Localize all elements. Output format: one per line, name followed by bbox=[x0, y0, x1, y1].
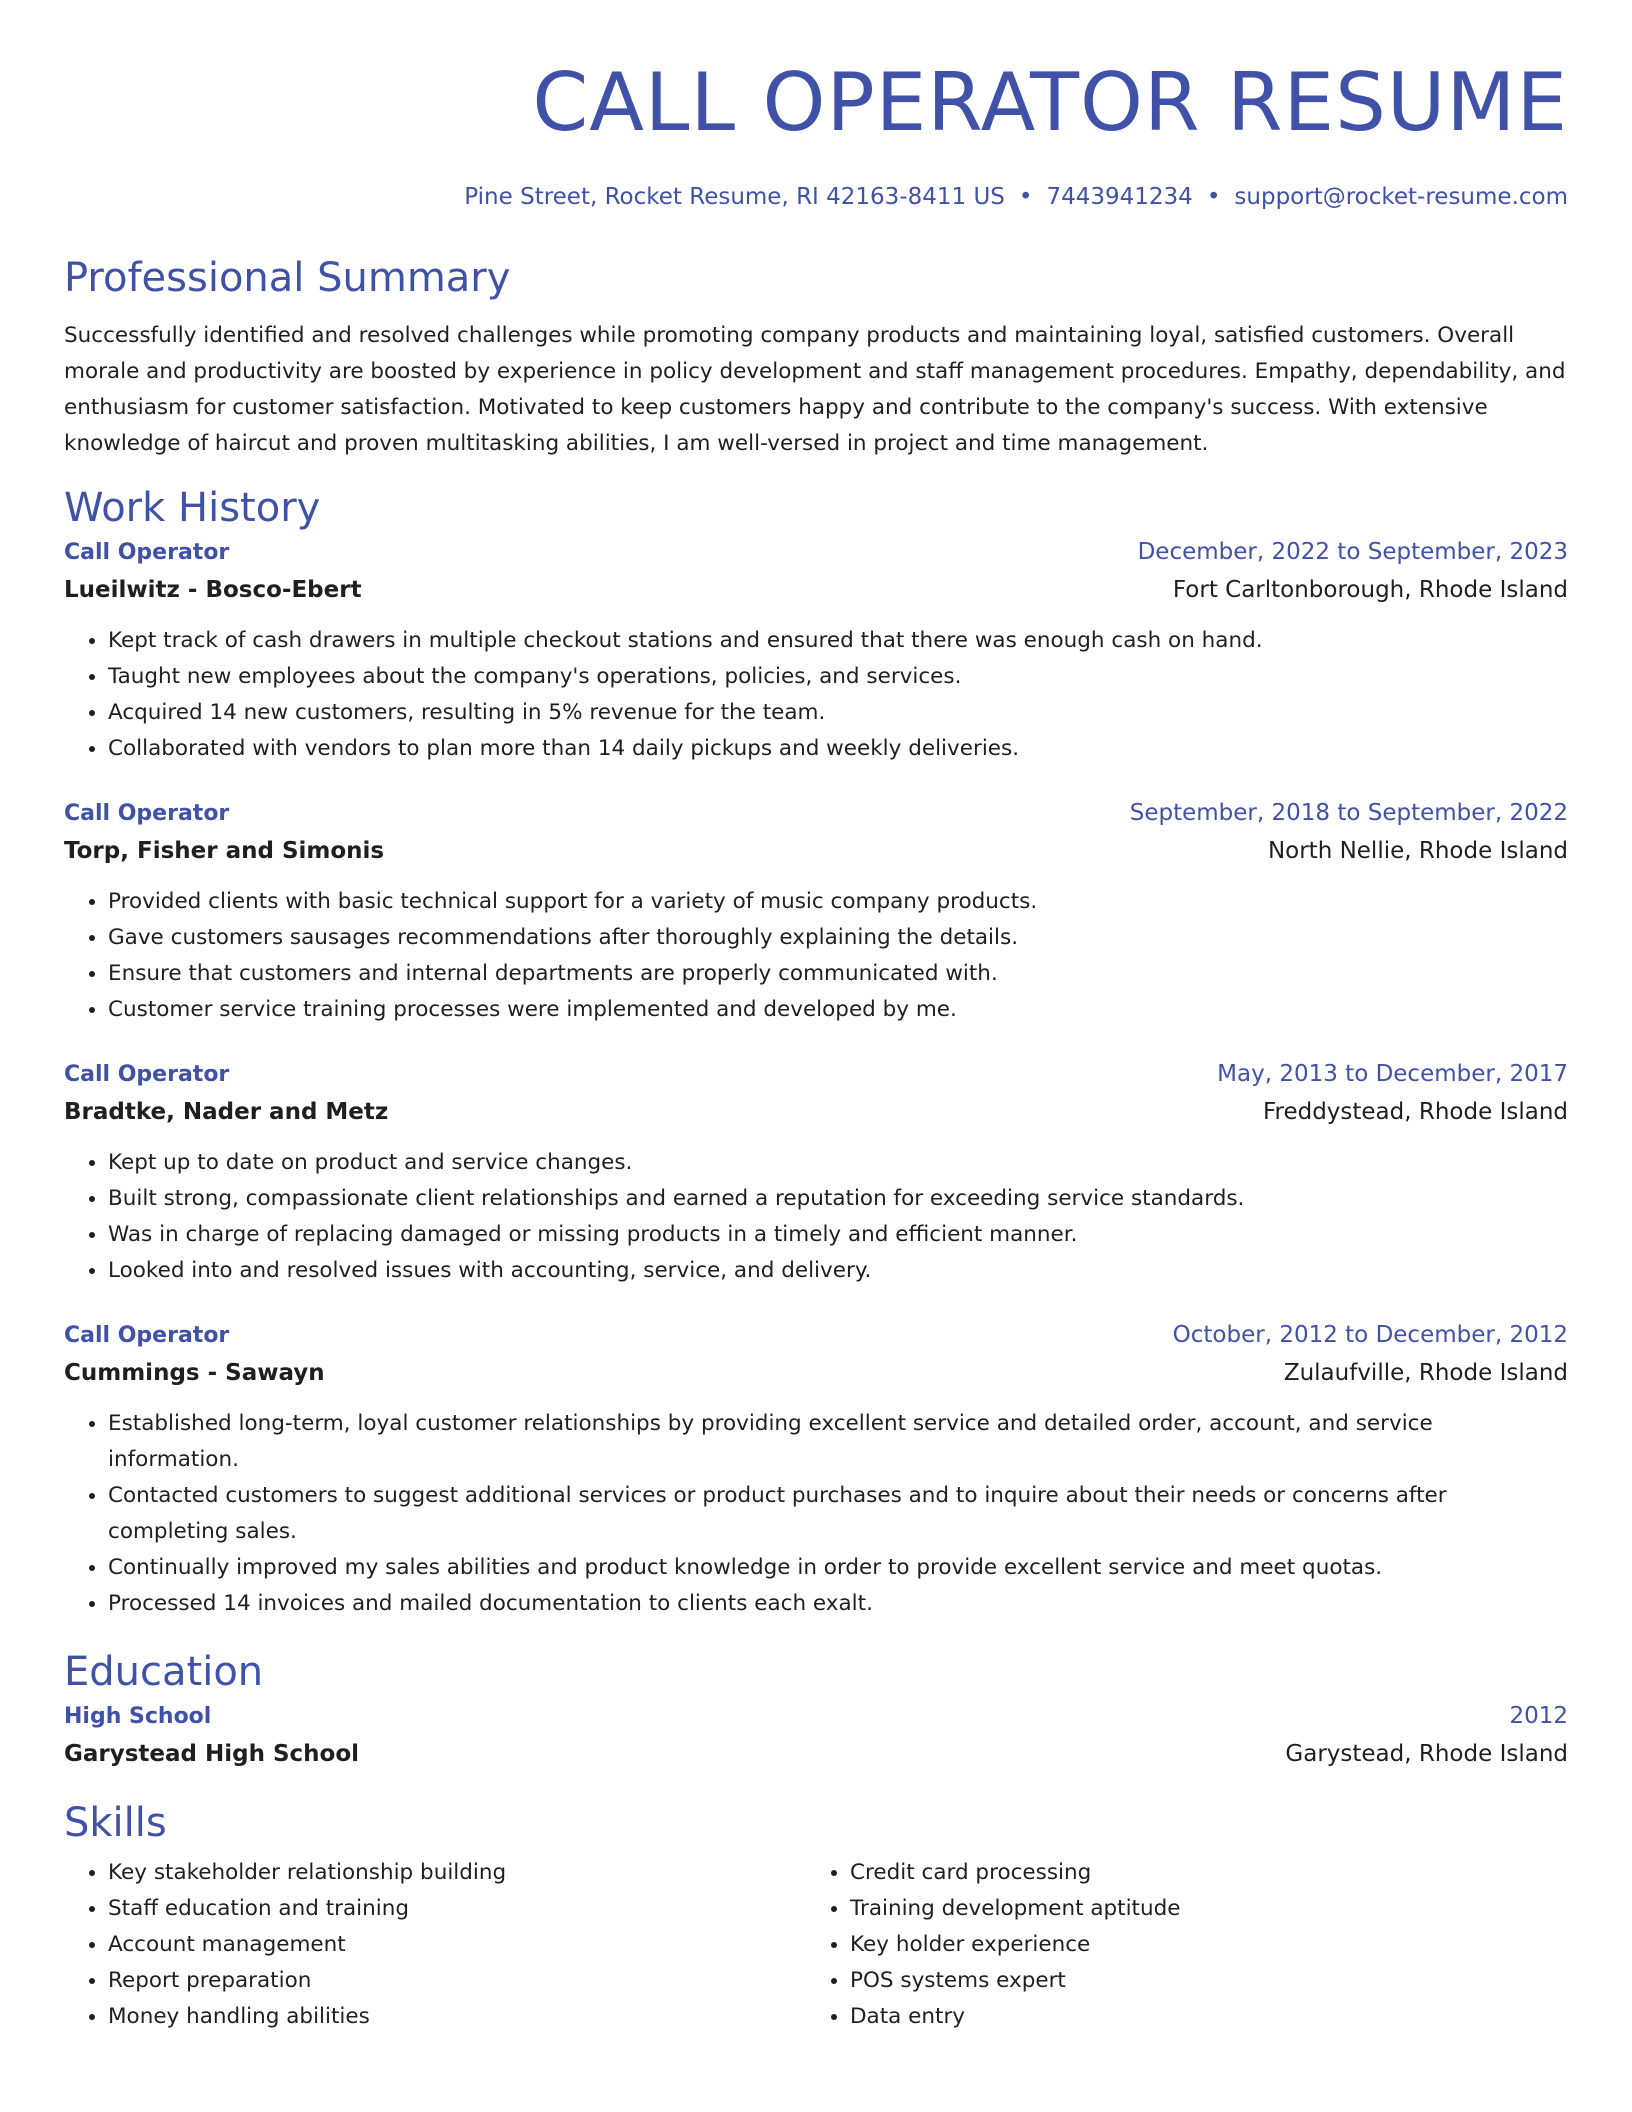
job-entry bbox=[64, 795, 1568, 1028]
skills-list-right bbox=[806, 1855, 1548, 2035]
education-location: Garystead, Rhode Island bbox=[1285, 1741, 1568, 1767]
job-role: Call Operator bbox=[64, 801, 230, 826]
skill-item: • Data entry bbox=[850, 1999, 1548, 2035]
job-bullets bbox=[64, 623, 1568, 767]
job-bullet: • Contacted customers to suggest additional services or product purchases and to inquire about their needs or concerns after completing sales. bbox=[108, 1478, 1568, 1550]
job-role: Call Operator bbox=[64, 1062, 230, 1087]
skill-item: • POS systems expert bbox=[850, 1963, 1548, 1999]
job-bullet: • Processed 14 invoices and mailed documentation to clients each exalt. bbox=[108, 1586, 1568, 1622]
job-bullet: • Continually improved my sales abilities and product knowledge in order to provide excellent service and meet quotas. bbox=[108, 1550, 1568, 1586]
job-bullet: • Collaborated with vendors to plan more than 14 daily pickups and weekly deliveries. bbox=[108, 731, 1568, 767]
job-location: Freddystead, Rhode Island bbox=[1262, 1099, 1568, 1125]
job-dates: May, 2013 to December, 2017 bbox=[1217, 1061, 1568, 1087]
job-entry bbox=[64, 1317, 1568, 1622]
job-role: Call Operator bbox=[64, 1323, 230, 1348]
address-text: Pine Street, Rocket Resume, RI 42163-8411 US bbox=[464, 184, 1005, 210]
education-year: 2012 bbox=[1509, 1703, 1568, 1729]
contact-line bbox=[64, 182, 1568, 212]
job-bullet: • Gave customers sausages recommendations after thoroughly explaining the details. bbox=[108, 920, 1568, 956]
email-text: support@rocket-resume.com bbox=[1234, 184, 1568, 210]
job-bullets bbox=[64, 884, 1568, 1028]
job-bullet: • Provided clients with basic technical support for a variety of music company products. bbox=[108, 884, 1568, 920]
phone-text: 7443941234 bbox=[1046, 184, 1193, 210]
job-bullets bbox=[64, 1406, 1568, 1622]
job-role: Call Operator bbox=[64, 540, 230, 565]
skill-item: • Key holder experience bbox=[850, 1927, 1548, 1963]
job-bullet: • Looked into and resolved issues with accounting, service, and delivery. bbox=[108, 1253, 1568, 1289]
job-bullet: • Taught new employees about the company's operations, policies, and services. bbox=[108, 659, 1568, 695]
education-school: Garystead High School bbox=[64, 1741, 360, 1767]
skills-heading: Skills bbox=[64, 1800, 167, 1846]
summary-heading: Professional Summary bbox=[64, 255, 511, 301]
contact-separator: • bbox=[1018, 184, 1033, 210]
job-company: Bradtke, Nader and Metz bbox=[64, 1099, 389, 1125]
job-bullet: • Built strong, compassionate client relationships and earned a reputation for exceeding service standards. bbox=[108, 1181, 1568, 1217]
job-dates: September, 2018 to September, 2022 bbox=[1129, 800, 1568, 826]
resume-page bbox=[64, 0, 1568, 2035]
education-heading: Education bbox=[64, 1649, 264, 1695]
job-entry bbox=[64, 534, 1568, 767]
skill-item: • Key stakeholder relationship building bbox=[108, 1855, 806, 1891]
skill-item: • Staff education and training bbox=[108, 1891, 806, 1927]
skill-item: • Credit card processing bbox=[850, 1855, 1548, 1891]
job-dates: December, 2022 to September, 2023 bbox=[1137, 539, 1568, 565]
skill-item: • Account management bbox=[108, 1927, 806, 1963]
job-bullet: • Kept up to date on product and service changes. bbox=[108, 1145, 1568, 1181]
skill-item: • Report preparation bbox=[108, 1963, 806, 1999]
education-entry bbox=[64, 1698, 1568, 1773]
job-bullets bbox=[64, 1145, 1568, 1289]
job-bullet: • Ensure that customers and internal departments are properly communicated with. bbox=[108, 956, 1568, 992]
resume-title: CALL OPERATOR RESUME bbox=[532, 56, 1568, 149]
skill-item: • Money handling abilities bbox=[108, 1999, 806, 2035]
job-location: North Nellie, Rhode Island bbox=[1267, 838, 1568, 864]
job-location: Zulaufville, Rhode Island bbox=[1283, 1360, 1568, 1386]
job-entry bbox=[64, 1056, 1568, 1289]
summary-text: Successfully identified and resolved challenges while promoting company products and maintaining loyal, satisfied customers. Overall morale and productivity are boosted by experience in policy development and staff management procedures. Empathy, dependability, and enthusiasm for customer satisfaction. Motivated to keep customers happy and contribute to the company's success. With extensive knowledge of haircut and proven multitasking abilities, I am well-versed in project and time management. bbox=[64, 323, 1566, 456]
job-location: Fort Carltonborough, Rhode Island bbox=[1172, 577, 1568, 603]
education-degree: High School bbox=[64, 1704, 212, 1729]
job-company: Lueilwitz - Bosco-Ebert bbox=[64, 577, 362, 603]
job-dates: October, 2012 to December, 2012 bbox=[1172, 1322, 1568, 1348]
contact-separator: • bbox=[1206, 184, 1221, 210]
job-bullet: • Was in charge of replacing damaged or missing products in a timely and efficient manner. bbox=[108, 1217, 1568, 1253]
skill-item: • Training development aptitude bbox=[850, 1891, 1548, 1927]
job-bullet: • Acquired 14 new customers, resulting in 5% revenue for the team. bbox=[108, 695, 1568, 731]
job-bullet: • Kept track of cash drawers in multiple checkout stations and ensured that there was enough cash on hand. bbox=[108, 623, 1568, 659]
job-company: Torp, Fisher and Simonis bbox=[64, 838, 385, 864]
job-bullet: • Established long-term, loyal customer relationships by providing excellent service and detailed order, account, and service information. bbox=[108, 1406, 1568, 1478]
skills-columns bbox=[64, 1855, 1568, 2035]
job-company: Cummings - Sawayn bbox=[64, 1360, 325, 1386]
skills-list-left bbox=[64, 1855, 806, 2035]
work-history-heading: Work History bbox=[64, 485, 321, 531]
job-bullet: • Customer service training processes were implemented and developed by me. bbox=[108, 992, 1568, 1028]
